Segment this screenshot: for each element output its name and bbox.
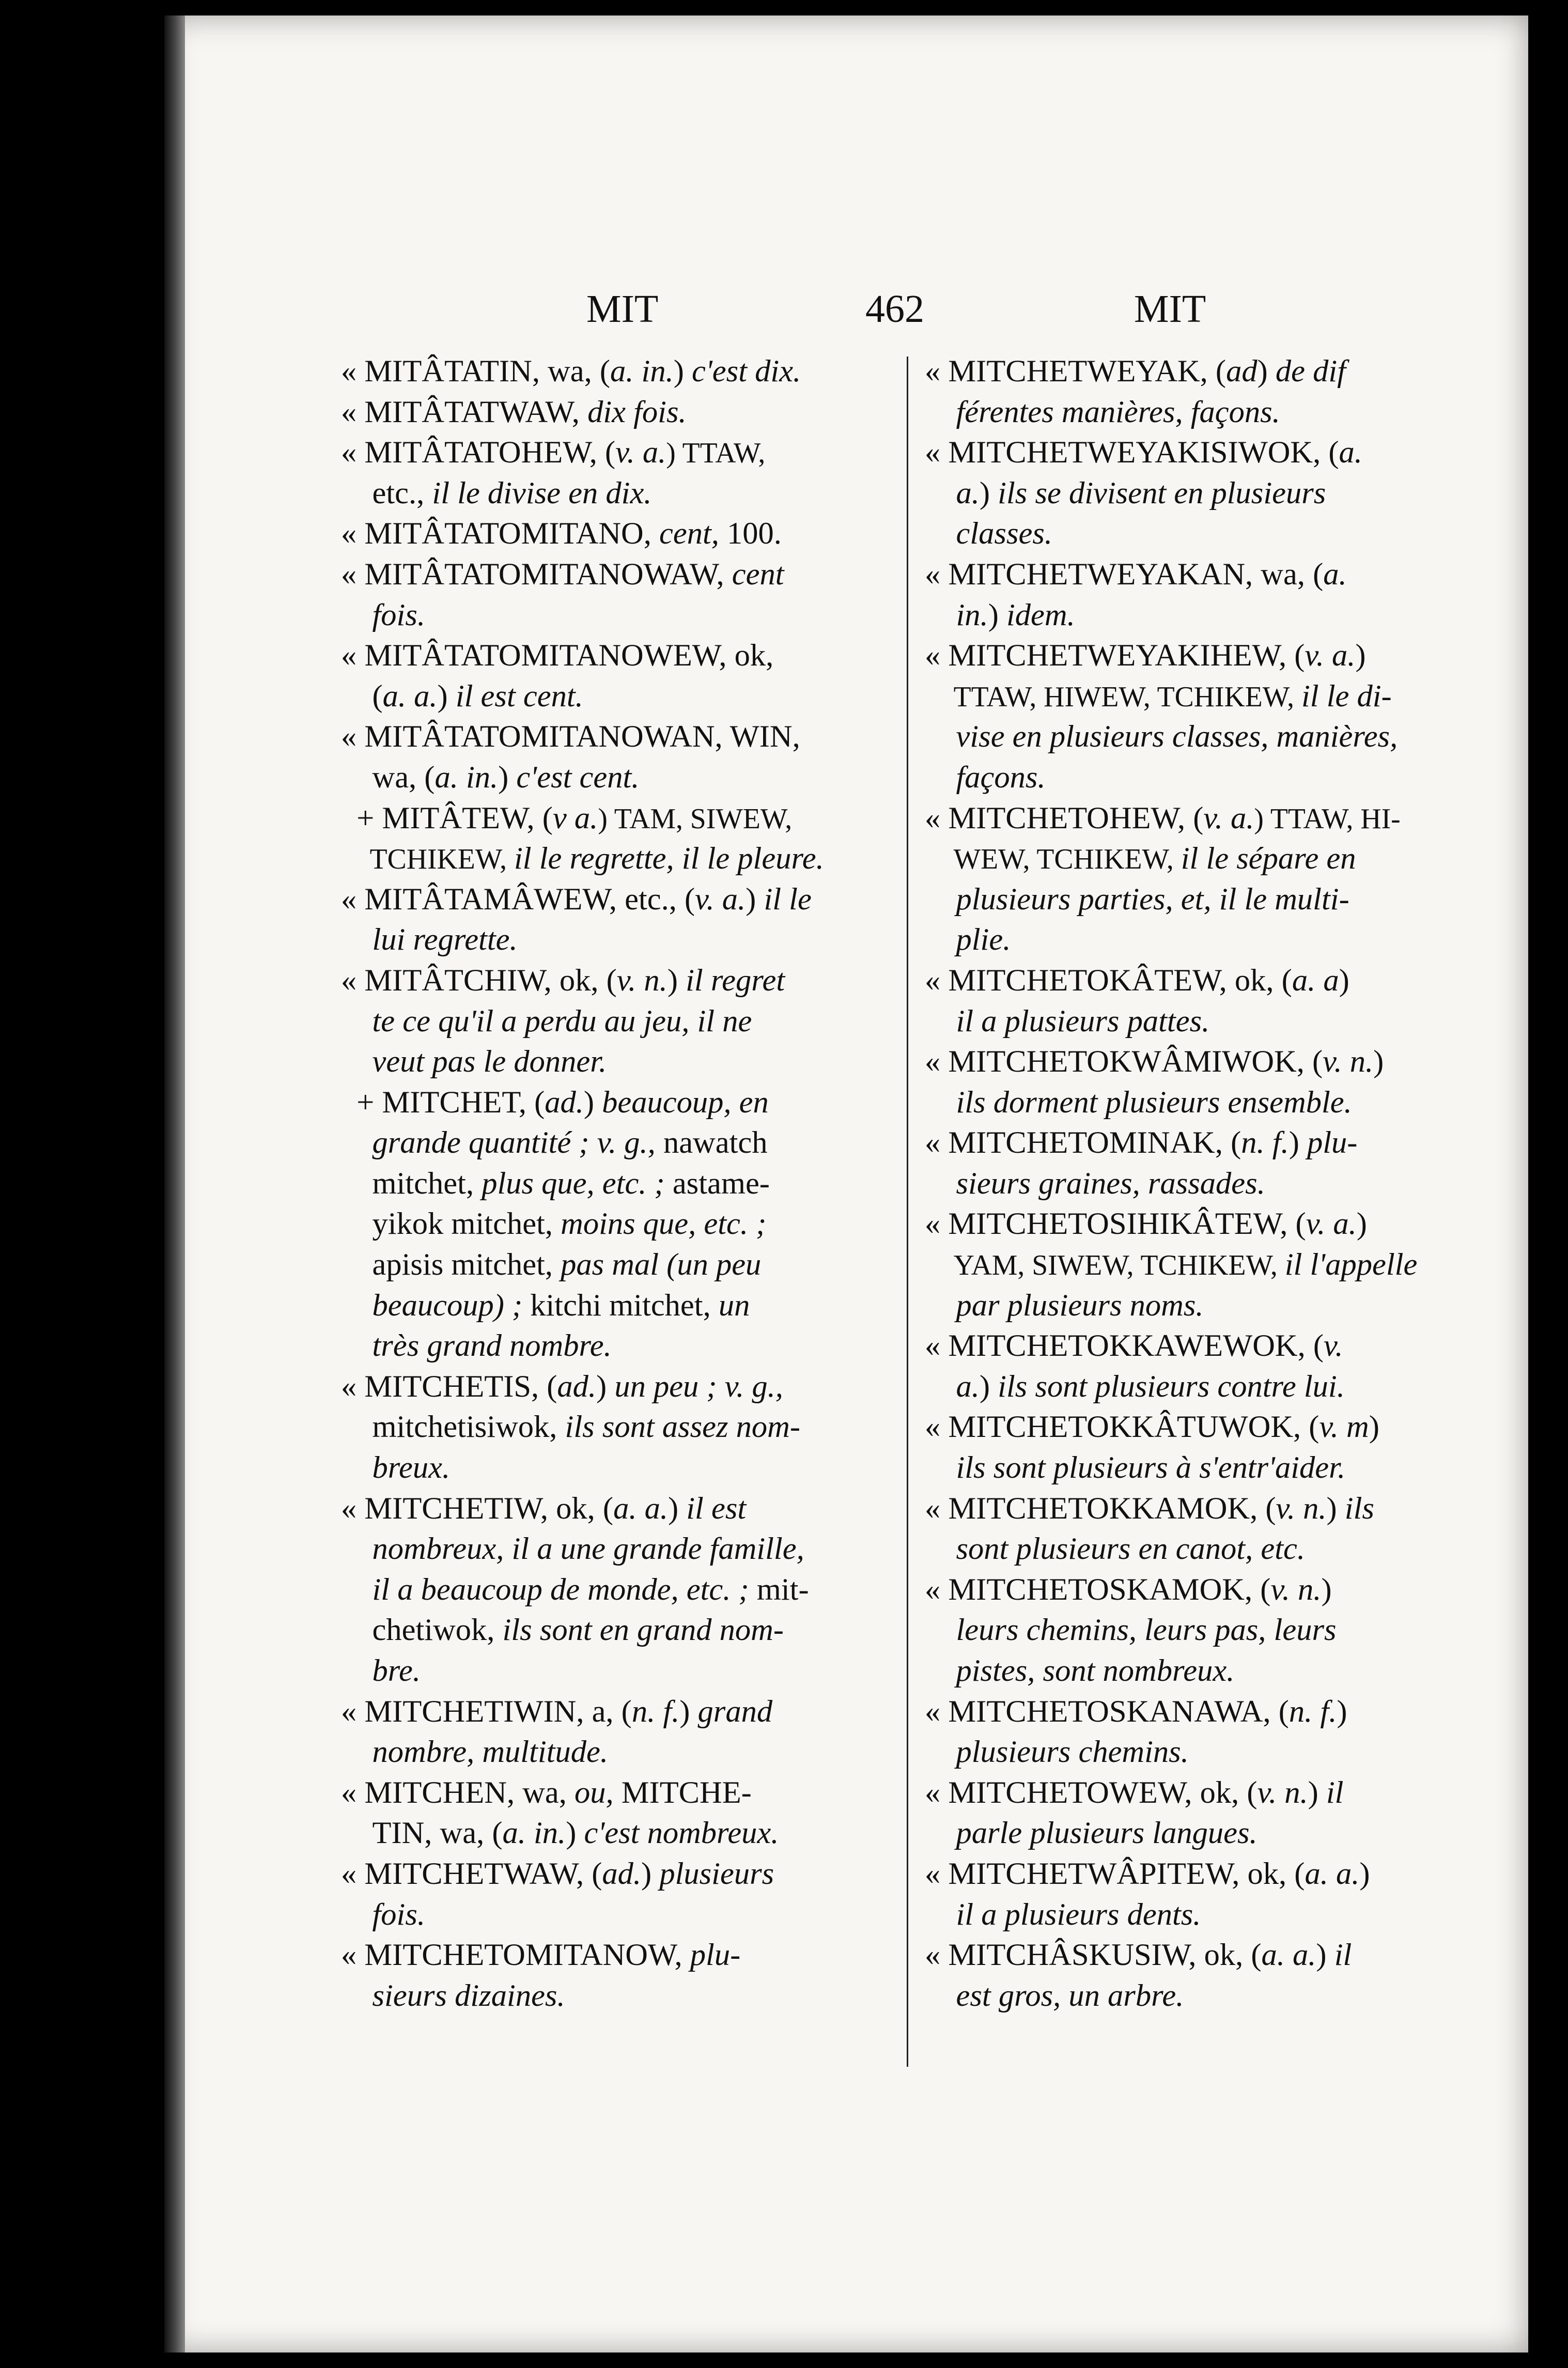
text-segment: « MITCHETOKÂTEW, ok, ( bbox=[925, 963, 1292, 998]
dictionary-line bbox=[341, 392, 899, 433]
text-segment: c'est nombreux. bbox=[584, 1816, 779, 1851]
dictionary-line bbox=[925, 1164, 1441, 1204]
text-segment: ad. bbox=[545, 1085, 584, 1120]
text-segment: ) TTAW, HI- bbox=[1254, 802, 1401, 835]
text-segment: ils sont plusieurs à s'entr'aider. bbox=[925, 1450, 1346, 1485]
dictionary-line bbox=[925, 1448, 1441, 1489]
text-segment: il regret bbox=[686, 963, 785, 998]
text-segment: TCHIKEW, bbox=[341, 843, 514, 876]
text-segment: ) bbox=[1308, 1775, 1326, 1810]
dictionary-line bbox=[341, 1286, 899, 1326]
text-segment: a. in. bbox=[502, 1816, 566, 1851]
dictionary-line bbox=[341, 1651, 899, 1692]
dictionary-line bbox=[341, 879, 899, 920]
text-segment: « MITCHETOKKÂTUWOK, ( bbox=[925, 1410, 1319, 1445]
text-segment: par plusieurs noms. bbox=[925, 1288, 1204, 1323]
dictionary-line bbox=[341, 351, 899, 392]
text-segment: TIN, wa, ( bbox=[341, 1816, 503, 1851]
dictionary-line bbox=[925, 1732, 1441, 1773]
text-segment: ) bbox=[1373, 1044, 1384, 1079]
dictionary-line bbox=[341, 1895, 899, 1936]
dictionary-line bbox=[925, 1935, 1441, 1976]
dictionary-line bbox=[925, 1570, 1441, 1611]
book-binding-edge bbox=[164, 16, 185, 2352]
text-segment: il bbox=[1326, 1775, 1344, 1810]
text-segment: ) bbox=[667, 1491, 687, 1526]
text-segment: a. in. bbox=[610, 354, 674, 389]
text-segment: a. a. bbox=[1261, 1938, 1316, 1973]
text-segment: grande quantité ; v. g., bbox=[341, 1125, 663, 1160]
text-segment: il le sépare en bbox=[1181, 841, 1356, 876]
dictionary-line bbox=[925, 1610, 1441, 1651]
dictionary-line bbox=[925, 473, 1441, 514]
text-segment: ) bbox=[596, 1369, 615, 1404]
text-segment: il le bbox=[764, 881, 812, 917]
dictionary-line bbox=[341, 1529, 899, 1570]
text-segment: sieurs dizaines. bbox=[341, 1978, 565, 2013]
right-column bbox=[925, 351, 1441, 2016]
text-segment: « MITÂTATOHEW, ( bbox=[341, 435, 616, 470]
dictionary-line bbox=[925, 392, 1441, 433]
text-segment: ils dorment plusieurs ensemble. bbox=[925, 1085, 1352, 1120]
text-segment: ) bbox=[667, 963, 686, 998]
dictionary-line bbox=[341, 1448, 899, 1489]
text-segment: ) bbox=[1316, 1938, 1334, 1973]
text-segment: plus que, etc. ; bbox=[482, 1166, 665, 1201]
text-segment: a. bbox=[925, 475, 980, 510]
text-segment: ils se divisent en plusieurs bbox=[998, 475, 1326, 510]
dictionary-line bbox=[341, 1245, 899, 1286]
dictionary-line bbox=[341, 432, 899, 473]
dictionary-line bbox=[925, 1042, 1441, 1082]
text-segment: + MITÂTEW, ( bbox=[341, 800, 553, 835]
dictionary-line bbox=[341, 1813, 899, 1854]
text-segment: dix fois. bbox=[587, 394, 687, 429]
text-segment: wa, ( bbox=[341, 760, 435, 795]
text-segment: grand bbox=[697, 1694, 773, 1729]
text-segment: sieurs graines, rassades. bbox=[925, 1166, 1265, 1201]
text-segment: v. a. bbox=[695, 881, 746, 917]
text-segment: veut pas le donner. bbox=[341, 1044, 607, 1079]
text-segment: plusieurs chemins. bbox=[925, 1735, 1189, 1770]
text-segment: 100. bbox=[719, 516, 782, 551]
text-segment: il est bbox=[686, 1491, 747, 1526]
text-segment: ) bbox=[673, 354, 692, 389]
dictionary-line bbox=[925, 1407, 1441, 1448]
text-segment: « MITÂTATOMITANOWAW, bbox=[341, 556, 732, 592]
text-segment: chetiwok, bbox=[341, 1613, 503, 1648]
dictionary-line bbox=[925, 1082, 1441, 1123]
text-segment: « MITÂTAMÂWEW, etc., ( bbox=[341, 881, 695, 917]
text-segment: pas mal (un peu bbox=[561, 1247, 762, 1282]
dictionary-line bbox=[925, 1204, 1441, 1245]
text-segment: fois. bbox=[341, 597, 426, 632]
text-segment: « MITCHETOKKAWEWOK, ( bbox=[925, 1328, 1324, 1364]
dictionary-line bbox=[341, 1773, 899, 1814]
dictionary-line bbox=[341, 1204, 899, 1245]
text-segment: ) bbox=[1355, 638, 1366, 673]
dictionary-line bbox=[925, 757, 1441, 798]
text-segment: v. n. bbox=[616, 963, 667, 998]
text-segment: ) bbox=[1326, 1491, 1345, 1526]
dictionary-line bbox=[925, 1976, 1441, 2017]
dictionary-line bbox=[341, 636, 899, 676]
dictionary-line bbox=[341, 1001, 899, 1042]
text-segment: un bbox=[718, 1288, 750, 1323]
text-segment: fois. bbox=[341, 1897, 426, 1932]
text-segment: WEW, TCHIKEW, bbox=[925, 843, 1181, 876]
dictionary-line bbox=[925, 1245, 1441, 1286]
left-column bbox=[341, 351, 899, 2016]
text-segment: ) bbox=[1339, 963, 1349, 998]
column-divider bbox=[907, 357, 908, 2067]
text-segment: mit- bbox=[749, 1572, 809, 1607]
text-segment: n. f. bbox=[1241, 1125, 1289, 1160]
text-segment: « MITÂTATOMITANO, bbox=[341, 516, 659, 551]
dictionary-line bbox=[341, 676, 899, 717]
text-segment: « MITCHETWEYAKAN, wa, ( bbox=[925, 556, 1324, 592]
text-segment: v. a. bbox=[1306, 1206, 1357, 1242]
text-segment: ) bbox=[1337, 1694, 1347, 1729]
text-segment: plusieurs bbox=[659, 1856, 774, 1891]
text-segment: ad. bbox=[602, 1856, 642, 1891]
text-segment: a. a. bbox=[382, 678, 438, 714]
text-segment: breux. bbox=[341, 1450, 451, 1485]
text-segment: v. a. bbox=[615, 435, 666, 470]
text-segment: ) bbox=[641, 1856, 660, 1891]
text-segment: il le regrette, il le pleure. bbox=[514, 841, 824, 876]
text-segment: ils sont assez nom- bbox=[565, 1410, 801, 1445]
dictionary-line bbox=[925, 1123, 1441, 1164]
text-segment: beaucoup) ; bbox=[341, 1288, 523, 1323]
text-segment: plusieurs parties, et, il le multi- bbox=[925, 881, 1349, 917]
text-segment: cent bbox=[732, 556, 784, 592]
text-segment: « MITCHETOMITANOW, bbox=[341, 1938, 690, 1973]
text-segment: lui regrette. bbox=[341, 922, 518, 957]
text-segment: plie. bbox=[925, 922, 1011, 957]
text-segment: nombre, multitude. bbox=[341, 1735, 608, 1770]
text-segment: mitchet, bbox=[341, 1166, 482, 1201]
text-segment: a. a. bbox=[1305, 1856, 1360, 1891]
text-segment: classes. bbox=[925, 516, 1053, 551]
text-segment: ) TAM, SIWEW, bbox=[598, 802, 793, 835]
header-right-guideword: MIT bbox=[1134, 287, 1206, 331]
text-segment: ) bbox=[583, 1085, 602, 1120]
dictionary-line bbox=[925, 432, 1441, 473]
text-segment: il a plusieurs dents. bbox=[925, 1897, 1201, 1932]
text-segment: ad bbox=[1226, 354, 1257, 389]
text-segment: « MITCHETWEYAK, ( bbox=[925, 354, 1227, 389]
text-segment: etc., bbox=[341, 475, 432, 510]
text-segment: n. f. bbox=[1288, 1694, 1337, 1729]
dictionary-line bbox=[341, 1976, 899, 2017]
dictionary-line bbox=[925, 839, 1441, 879]
dictionary-line bbox=[925, 879, 1441, 920]
dictionary-line bbox=[925, 1773, 1441, 1814]
text-segment: v. m bbox=[1319, 1410, 1369, 1445]
text-segment: a. bbox=[925, 1369, 980, 1404]
dictionary-line bbox=[341, 514, 899, 554]
text-segment: ) TTAW, bbox=[666, 437, 766, 470]
text-segment: ) bbox=[437, 678, 456, 714]
dictionary-line bbox=[341, 1164, 899, 1204]
dictionary-line bbox=[925, 1692, 1441, 1732]
text-segment: ) bbox=[566, 1816, 584, 1851]
dictionary-line bbox=[341, 1042, 899, 1082]
text-segment: façons. bbox=[925, 760, 1046, 795]
text-segment: « MITCHETOMINAK, ( bbox=[925, 1125, 1241, 1160]
dictionary-line bbox=[341, 1123, 899, 1164]
text-segment: « MITCHETWEYAKIHEW, ( bbox=[925, 638, 1305, 673]
dictionary-line bbox=[341, 1367, 899, 1407]
text-segment: leurs chemins, leurs pas, leurs bbox=[925, 1613, 1337, 1648]
text-segment: « MITCHETWAW, ( bbox=[341, 1856, 602, 1891]
text-segment: ) bbox=[679, 1694, 698, 1729]
text-segment: v. n. bbox=[1257, 1775, 1308, 1810]
dictionary-line bbox=[925, 1813, 1441, 1854]
text-segment: ) bbox=[1257, 354, 1276, 389]
text-segment: vise en plusieurs classes, manières, bbox=[925, 719, 1398, 754]
text-segment: yikok mitchet, bbox=[341, 1206, 561, 1242]
dictionary-line bbox=[341, 554, 899, 595]
text-segment: beaucoup, en bbox=[602, 1085, 769, 1120]
text-segment: « MITCHETOSIHIKÂTEW, ( bbox=[925, 1206, 1306, 1242]
text-segment: il le di- bbox=[1301, 678, 1392, 714]
dictionary-line bbox=[341, 1854, 899, 1895]
text-segment: ) bbox=[1369, 1410, 1379, 1445]
text-segment: ) bbox=[979, 1369, 998, 1404]
text-segment: « MITCHETOKKAMOK, ( bbox=[925, 1491, 1276, 1526]
dictionary-line bbox=[925, 717, 1441, 757]
text-segment: idem. bbox=[1006, 597, 1075, 632]
text-segment: ( bbox=[341, 678, 383, 714]
text-segment: il bbox=[1334, 1938, 1352, 1973]
text-segment: plu- bbox=[1307, 1125, 1358, 1160]
text-segment: nawatch bbox=[663, 1125, 768, 1160]
text-segment: ) bbox=[746, 881, 764, 917]
text-segment: nombreux, il a une grande famille, bbox=[341, 1531, 804, 1567]
text-segment: pistes, sont nombreux. bbox=[925, 1653, 1235, 1688]
text-segment: « MITCHETIW, ok, ( bbox=[341, 1491, 614, 1526]
text-segment: « MITÂTATIN, wa, ( bbox=[341, 354, 611, 389]
page-number: 462 bbox=[865, 287, 924, 331]
text-segment: ils sont plusieurs contre lui. bbox=[998, 1369, 1345, 1404]
text-segment: de dif bbox=[1275, 354, 1346, 389]
text-segment: un peu ; v. g., bbox=[614, 1369, 783, 1404]
dictionary-line bbox=[341, 595, 899, 636]
dictionary-line bbox=[925, 1529, 1441, 1570]
dictionary-line bbox=[341, 961, 899, 1001]
dictionary-line bbox=[341, 757, 899, 798]
text-segment: ) bbox=[1356, 1206, 1367, 1242]
dictionary-line bbox=[925, 1367, 1441, 1407]
text-segment: il a plusieurs pattes. bbox=[925, 1003, 1210, 1039]
text-segment: + MITCHET, ( bbox=[341, 1085, 545, 1120]
text-segment: ils bbox=[1344, 1491, 1374, 1526]
text-segment: in. bbox=[925, 597, 988, 632]
dictionary-line bbox=[341, 1935, 899, 1976]
text-segment: très grand nombre. bbox=[341, 1328, 612, 1364]
text-segment: ) bbox=[1288, 1125, 1307, 1160]
text-segment: v. a. bbox=[1203, 800, 1254, 835]
dictionary-line bbox=[925, 1489, 1441, 1529]
dictionary-line bbox=[925, 1651, 1441, 1692]
dictionary-line bbox=[341, 839, 899, 879]
dictionary-line bbox=[925, 514, 1441, 554]
text-segment: v. n. bbox=[1270, 1572, 1322, 1607]
text-segment: plu- bbox=[690, 1938, 741, 1973]
dictionary-line bbox=[341, 1692, 899, 1732]
header-left-guideword: MIT bbox=[586, 287, 659, 331]
dictionary-line bbox=[341, 1732, 899, 1773]
text-segment: parle plusieurs langues. bbox=[925, 1816, 1257, 1851]
dictionary-line bbox=[341, 1326, 899, 1367]
dictionary-line bbox=[925, 798, 1441, 839]
text-segment: ou, bbox=[575, 1775, 614, 1810]
text-segment: ils sont en grand nom- bbox=[502, 1613, 784, 1648]
dictionary-line bbox=[341, 1570, 899, 1611]
text-segment: « MITCHETIS, ( bbox=[341, 1369, 557, 1404]
dictionary-line bbox=[925, 1286, 1441, 1326]
text-segment: ) bbox=[1359, 1856, 1370, 1891]
text-segment: « MITÂTATOMITANOWEW, ok, bbox=[341, 638, 774, 673]
dictionary-line bbox=[925, 920, 1441, 961]
text-segment: YAM, SIWEW, TCHIKEW, bbox=[925, 1249, 1285, 1282]
dictionary-line bbox=[925, 636, 1441, 676]
dictionary-line bbox=[341, 717, 899, 757]
text-segment: « MITCHETIWIN, a, ( bbox=[341, 1694, 632, 1729]
text-segment: mitchetisiwok, bbox=[341, 1410, 565, 1445]
text-segment: a. bbox=[1339, 435, 1362, 470]
text-segment: ) bbox=[498, 760, 517, 795]
text-segment: ad. bbox=[557, 1369, 597, 1404]
dictionary-line bbox=[925, 676, 1441, 717]
text-segment: a. a bbox=[1292, 963, 1339, 998]
text-segment: « MITÂTCHIW, ok, ( bbox=[341, 963, 617, 998]
text-segment: apisis mitchet, bbox=[341, 1247, 561, 1282]
text-segment: v. n. bbox=[1276, 1491, 1327, 1526]
text-segment: a. a. bbox=[613, 1491, 668, 1526]
text-segment: v. a. bbox=[1305, 638, 1356, 673]
text-segment: « MITCHEN, wa, bbox=[341, 1775, 575, 1810]
text-segment: astame- bbox=[664, 1166, 770, 1201]
dictionary-line bbox=[925, 1001, 1441, 1042]
dictionary-line bbox=[925, 1854, 1441, 1895]
text-segment: ) bbox=[1321, 1572, 1332, 1607]
text-segment: sont plusieurs en canot, etc. bbox=[925, 1531, 1305, 1567]
text-segment: férentes manières, façons. bbox=[925, 394, 1280, 429]
text-segment: n. f. bbox=[631, 1694, 680, 1729]
dictionary-line bbox=[925, 351, 1441, 392]
dictionary-line bbox=[925, 554, 1441, 595]
text-segment: c'est cent. bbox=[516, 760, 640, 795]
dictionary-line bbox=[341, 798, 899, 839]
text-segment: a. bbox=[1323, 556, 1347, 592]
text-segment: moins que, etc. ; bbox=[561, 1206, 767, 1242]
text-segment: « MITÂTATWAW, bbox=[341, 394, 588, 429]
text-segment: v. n. bbox=[1323, 1044, 1374, 1079]
text-segment: MITCHE- bbox=[613, 1775, 752, 1810]
text-segment: « MITCHETOHEW, ( bbox=[925, 800, 1204, 835]
text-segment: TTAW, HIWEW, TCHIKEW, bbox=[925, 680, 1301, 713]
text-segment: « MITÂTATOMITANOWAN, WIN, bbox=[341, 719, 800, 754]
dictionary-line bbox=[925, 961, 1441, 1001]
text-segment: « MITCHETOWEW, ok, ( bbox=[925, 1775, 1257, 1810]
dictionary-line bbox=[341, 920, 899, 961]
dictionary-line bbox=[341, 1610, 899, 1651]
text-segment: est gros, un arbre. bbox=[925, 1978, 1184, 2013]
text-segment: v. bbox=[1324, 1328, 1343, 1364]
text-segment: kitchi mitchet, bbox=[522, 1288, 719, 1323]
text-segment: « MITCHETWEYAKISIWOK, ( bbox=[925, 435, 1339, 470]
text-segment: « MITCHETOSKANAWA, ( bbox=[925, 1694, 1289, 1729]
dictionary-line bbox=[925, 1326, 1441, 1367]
text-segment: « MITCHETOKWÂMIWOK, ( bbox=[925, 1044, 1323, 1079]
text-segment: « MITCHETOSKAMOK, ( bbox=[925, 1572, 1271, 1607]
text-segment: il le divise en dix. bbox=[432, 475, 652, 510]
text-segment: c'est dix. bbox=[692, 354, 801, 389]
dictionary-line bbox=[341, 1082, 899, 1123]
text-segment: il est cent. bbox=[455, 678, 583, 714]
text-segment: ) bbox=[979, 475, 998, 510]
text-segment: « MITCHETWÂPITEW, ok, ( bbox=[925, 1856, 1305, 1891]
dictionary-line bbox=[341, 1407, 899, 1448]
text-segment: il l'appelle bbox=[1284, 1247, 1418, 1282]
text-segment: « MITCHÂSKUSIW, ok, ( bbox=[925, 1938, 1262, 1973]
dictionary-line bbox=[925, 1895, 1441, 1936]
dictionary-line bbox=[341, 1489, 899, 1529]
text-segment: il a beaucoup de monde, etc. ; bbox=[341, 1572, 749, 1607]
text-segment: te ce qu'il a perdu au jeu, il ne bbox=[341, 1003, 752, 1039]
dictionary-line bbox=[341, 473, 899, 514]
text-segment: a. in. bbox=[434, 760, 499, 795]
text-segment: cent, bbox=[659, 516, 719, 551]
text-segment: bre. bbox=[341, 1653, 421, 1688]
text-segment: ) bbox=[988, 597, 1006, 632]
dictionary-line bbox=[925, 595, 1441, 636]
text-segment: v a. bbox=[552, 800, 598, 835]
